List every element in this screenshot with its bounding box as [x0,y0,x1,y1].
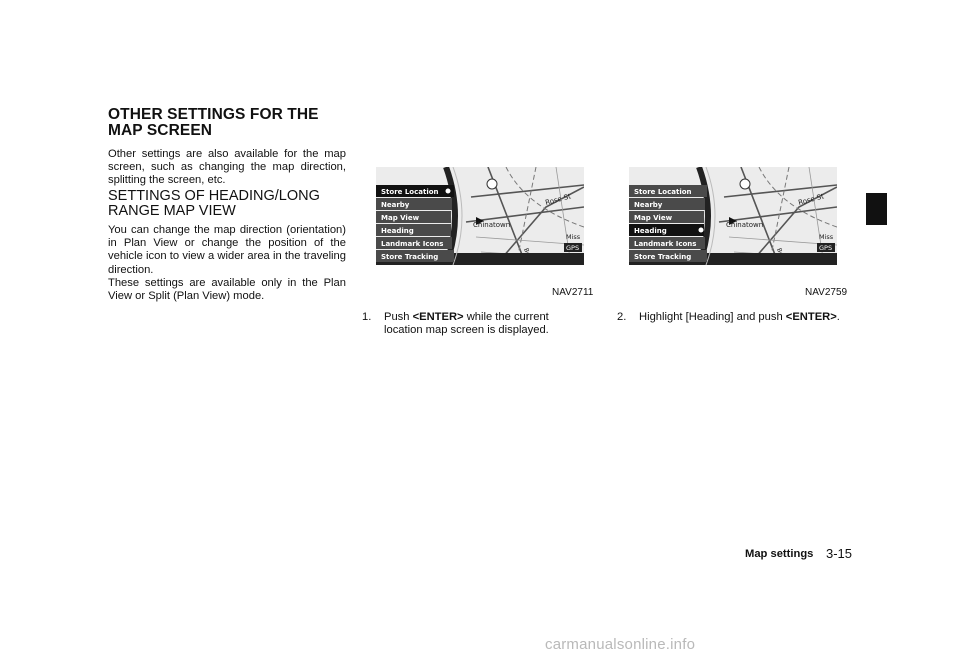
screen-code-1: NAV2711 [552,287,594,298]
section-paragraph-2: These settings are available only in the Plan View or Split (Plan View) mode. [108,276,346,303]
nav-screen-1 [376,167,584,265]
section-paragraph-1: You can change the map direction (orientation) in Plan View or change the position of the vehicle icon to view a wider area in the traveling direction. [108,224,346,276]
menu-label-map-view: Map View [381,214,420,222]
menu-label-landmark-icons: Landmark Icons [634,240,697,248]
menu-label-heading: Heading [381,227,414,235]
intro-paragraph: Other settings are also available for the map screen, such as changing the map direction, splitting the screen, etc. [108,148,346,187]
nav-screen-2 [629,167,837,265]
map-label-gps: GPS [819,244,833,252]
watermark: carmanualsonline.info [545,636,696,653]
enter-key-label: <ENTER> [412,311,464,323]
enter-key-label: <ENTER> [785,311,837,323]
section-title: SETTINGS OF HEADING/LONG RANGE MAP VIEW [108,188,320,219]
step-1-number: 1. [362,311,372,323]
menu-label-store-tracking: Store Tracking [634,253,692,261]
chapter-tab [866,193,887,225]
step-2-text: Highlight [Heading] and push <ENTER>. [639,311,840,323]
menu-label-heading: Heading [634,227,667,235]
menu-label-nearby: Nearby [381,201,410,209]
map-label-miss: Miss [819,233,834,241]
map-label-rose-st: Rose St [544,192,572,207]
screen-code-2: NAV2759 [805,287,848,298]
nav-screen-1-image [376,167,584,265]
map-label-chinatown: Chinatown [473,221,511,229]
map-label-rose-st: Rose St [797,192,825,207]
map-label-gps: GPS [566,244,580,252]
map-label-miss: Miss [566,233,581,241]
menu-label-landmark-icons: Landmark Icons [381,240,444,248]
section-body [108,224,346,303]
map-label-chinatown: Chinatown [726,221,764,229]
menu-label-store-location: Store Location [634,188,692,196]
step-2-number: 2. [617,311,627,323]
menu-label-map-view: Map View [634,214,673,222]
step-1 [362,311,584,341]
footer-section-label: Map settings [745,548,814,560]
menu-label-store-location: Store Location [381,188,439,196]
menu-label-nearby: Nearby [634,201,663,209]
page-number: 3-15 [826,546,853,561]
step-2 [617,311,843,341]
page-title: OTHER SETTINGS FOR THE MAP SCREEN [108,106,319,139]
menu-label-store-tracking: Store Tracking [381,253,439,261]
step-1-text: Push <ENTER> while the current location map screen is displayed. [384,311,549,337]
nav-screen-2-image [629,167,837,265]
